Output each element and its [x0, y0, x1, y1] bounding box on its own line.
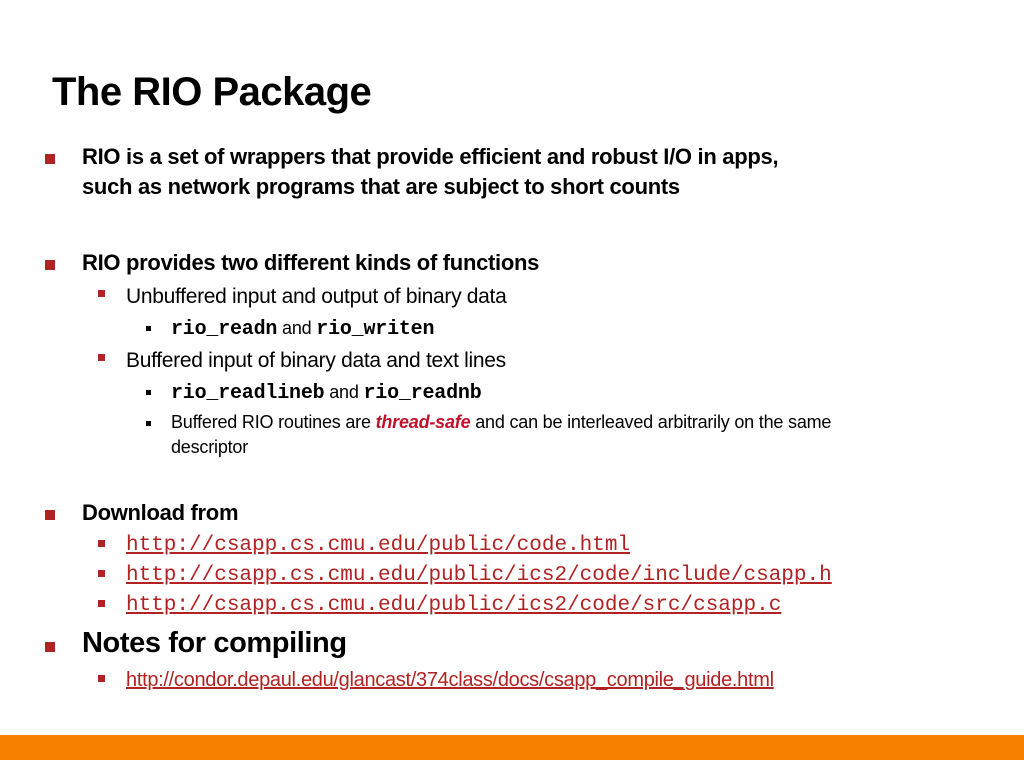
thread-safe-after-text: and can be interleaved arbitrarily on the same: [470, 412, 832, 432]
sub-bullet-unbuffered: Unbuffered input and output of binary data: [126, 285, 507, 308]
thread-safe-before-text: Buffered RIO routines are: [171, 412, 376, 432]
bullet-square-marker: [45, 642, 55, 652]
sub-sub-bullet-thread-safe-line1: [171, 410, 831, 435]
link-csapp-header[interactable]: http://csapp.cs.cmu.edu/public/ics2/code/include/csapp.h: [126, 564, 832, 587]
conjunction-text: and: [324, 382, 364, 402]
sub-sub-bullet-marker: [146, 390, 151, 395]
bullet-download-from: Download from: [82, 500, 239, 525]
conjunction-text: and: [277, 318, 317, 338]
bullet-rio-wrappers-line2: such as network programs that are subject to short counts: [82, 174, 680, 199]
sub-bullet-marker: [98, 540, 105, 547]
sub-bullet-marker: [98, 600, 105, 607]
bullet-square-marker: [45, 260, 55, 270]
code-rio-readlineb: rio_readlineb: [171, 382, 325, 405]
bullet-rio-wrappers-line1: RIO is a set of wrappers that provide efficient and robust I/O in apps,: [82, 144, 779, 169]
thread-safe-emphasis: thread-safe: [375, 412, 471, 432]
code-rio-readnb: rio_readnb: [363, 382, 482, 405]
sub-bullet-marker: [98, 290, 105, 297]
sub-sub-bullet-buffered-functions: [171, 380, 482, 406]
sub-bullet-marker: [98, 570, 105, 577]
sub-bullet-marker: [98, 354, 105, 361]
bullet-notes-for-compiling: Notes for compiling: [82, 627, 347, 659]
sub-sub-bullet-unbuffered-functions: [171, 316, 434, 342]
sub-sub-bullet-marker: [146, 421, 151, 426]
link-csapp-public-code[interactable]: http://csapp.cs.cmu.edu/public/code.html: [126, 534, 631, 557]
sub-bullet-marker: [98, 675, 105, 682]
bullet-square-marker: [45, 154, 55, 164]
code-rio-writen: rio_writen: [316, 318, 435, 341]
link-csapp-source[interactable]: http://csapp.cs.cmu.edu/public/ics2/code/src/csapp.c: [126, 594, 782, 617]
sub-sub-bullet-marker: [146, 326, 151, 331]
sub-sub-bullet-thread-safe-line2: descriptor: [171, 437, 249, 457]
sub-bullet-buffered: Buffered input of binary data and text lines: [126, 349, 506, 372]
bullet-square-marker: [45, 510, 55, 520]
bullet-two-kinds: RIO provides two different kinds of functions: [82, 250, 540, 275]
footer-bar: [0, 735, 1024, 760]
code-rio-readn: rio_readn: [171, 318, 278, 341]
slide-title: The RIO Package: [52, 70, 372, 114]
link-compile-guide[interactable]: http://condor.depaul.edu/glancast/374class/docs/csapp_compile_guide.html: [126, 669, 774, 691]
